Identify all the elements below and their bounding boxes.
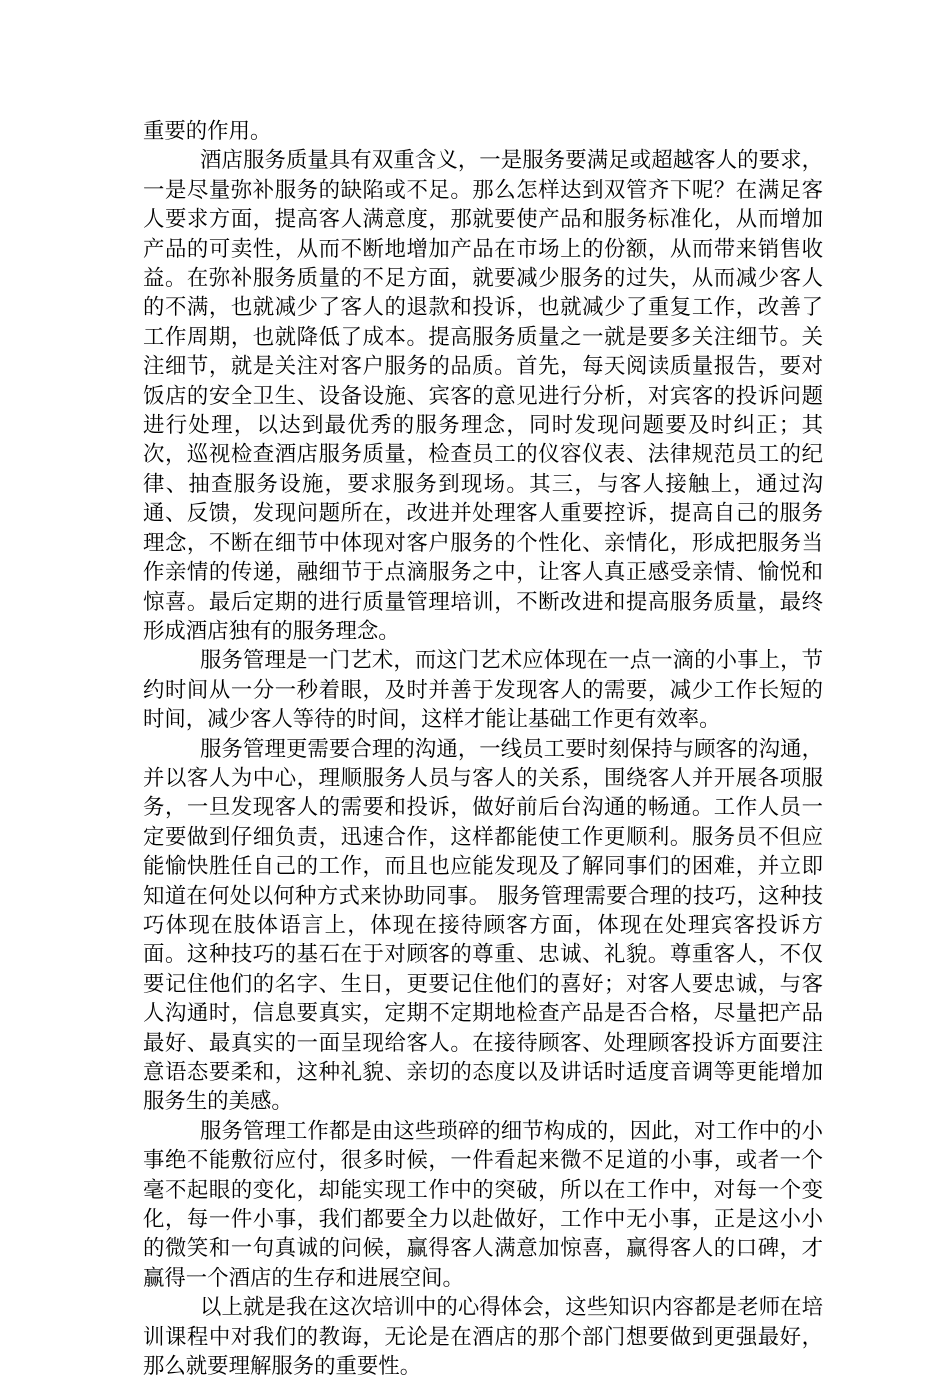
- paragraph-service-quality: 酒店服务质量具有双重含义，一是服务要满足或超越客人的要求，一是尽量弥补服务的缺陷或不足。那么怎样达到双管齐下呢？在满足客人要求方面，提高客人满意度，那就要使产品和服务标准化，从而增加产品的可卖性，从而不断地增加产品在市场上的份额，从而带来销售收益。在弥补服务质量的不足方面，就要减少服务的过失，从而减少客人的不满，也就减少了客人的退款和投诉，也就减少了重复工作，改善了工作周期，也就降低了成本。提高服务质量之一就是要多关注细节。关注细节，就是关注对客户服务的品质。首先，每天阅读质量报告，要对饭店的安全卫生、设备设施、宾客的意见进行分析，对宾客的投诉问题进行处理，以达到最优秀的服务理念，同时发现问题要及时纠正；其次，巡视检查酒店服务质量，检查员工的仪容仪表、法律规范员工的纪律、抽查服务设施，要求服务到现场。其三，与客人接触上，通过沟通、反馈，发现问题所在，改进并处理客人重要控诉，提高自己的服务理念，不断在细节中体现对客户服务的个性化、亲情化，形成把服务当作亲情的传递，融细节于点滴服务之中，让客人真正感受亲情、愉悦和惊喜。最后定期的进行质量管理培训，不断改进和提高服务质量，最终形成酒店独有的服务理念。: [143, 148, 823, 644]
- paragraph-conclusion: 以上就是我在这次培训中的心得体会，这些知识内容都是老师在培训课程中对我们的教诲，无论是在酒店的那个部门想要做到更强最好，那么就要理解服务的重要性。: [143, 1295, 823, 1380]
- paragraph-continuation: 重要的作用。: [143, 119, 272, 144]
- document-body: [143, 117, 823, 1381]
- paragraph-details: 服务管理工作都是由这些琐碎的细节构成的，因此，对工作中的小事绝不能敷衍应付，很多时候，一件看起来微不足道的小事，或者一个毫不起眼的变化，却能实现工作中的突破，所以在工作中，对每一个变化，每一件小事，我们都要全力以赴做好，工作中无小事，正是这小小的微笑和一句真诚的问候，赢得客人满意加惊喜，赢得客人的口碑，才赢得一个酒店的生存和进展空间。: [143, 1118, 823, 1291]
- paragraph-communication: 服务管理更需要合理的沟通，一线员工要时刻保持与顾客的沟通，并以客人为中心，理顺服务人员与客人的关系，围绕客人并开展各项服务，一旦发现客人的需要和投诉，做好前后台沟通的畅通。工作人员一定要做到仔细负责，迅速合作，这样都能使工作更顺利。服务员不但应能愉快胜任自己的工作，而且也应能发现及了解同事们的困难，并立即知道在何处以何种方式来协助同事。 服务管理需要合理的技巧，这种技巧体现在肢体语言上，体现在接待顾客方面，体现在处理宾客投诉方面。这种技巧的基石在于对顾客的尊重、忠诚、礼貌。尊重客人，不仅要记住他们的名字、生日，更要记住他们的喜好；对客人要忠诚，与客人沟通时，信息要真实，定期不定期地检查产品是否合格，尽量把产品最好、最真实的一面呈现给客人。在接待顾客、处理顾客投诉方面要注意语态要柔和，这种礼貌、亲切的态度以及讲话时适度音调等更能增加服务生的美感。: [143, 736, 823, 1115]
- paragraph-service-art: 服务管理是一门艺术，而这门艺术应体现在一点一滴的小事上，节约时间从一分一秒着眼，及时并善于发现客人的需要，减少工作长短的时间，减少客人等待的时间，这样才能让基础工作更有效率。: [143, 648, 823, 733]
